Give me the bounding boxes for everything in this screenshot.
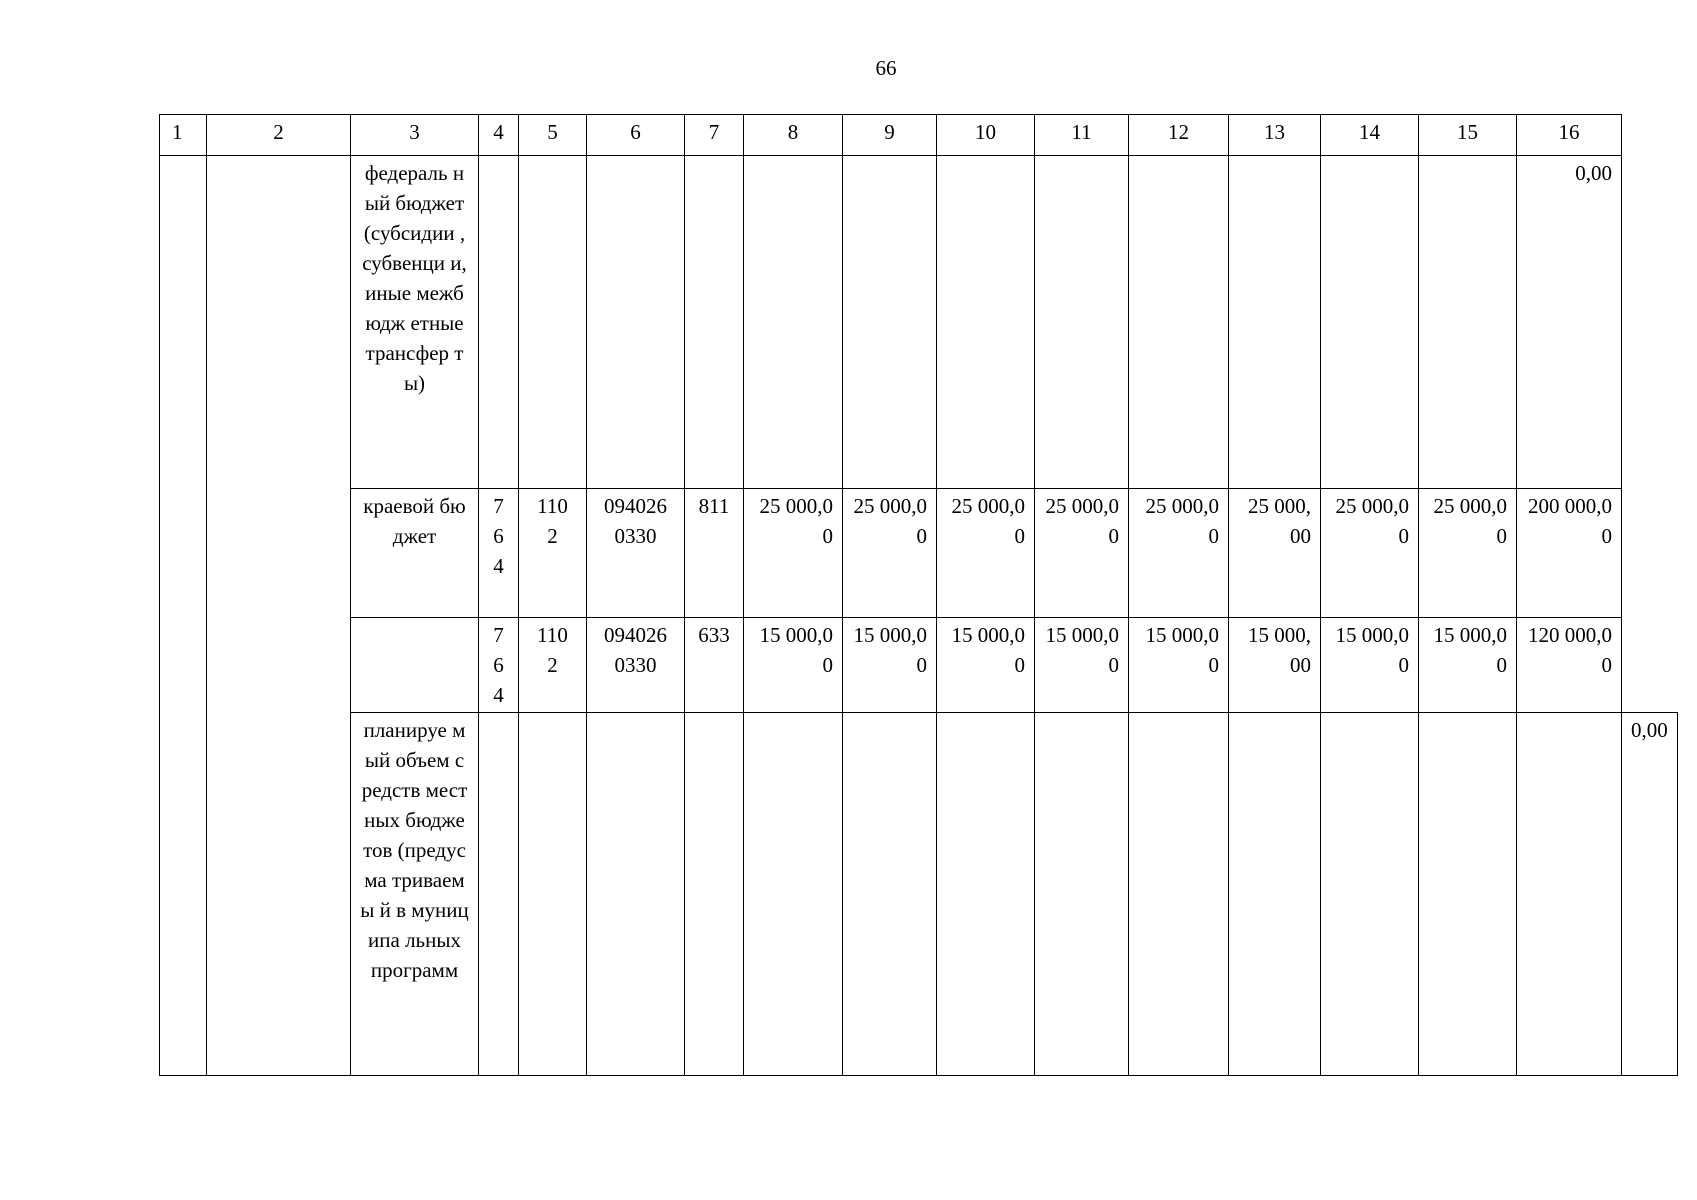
amount-cell: 25 000,00 xyxy=(1229,489,1321,618)
table-cell xyxy=(479,713,519,1076)
amount-cell: 15 000,00 xyxy=(1129,618,1229,713)
header-cell: 12 xyxy=(1129,115,1229,156)
table-row-regional-2 xyxy=(160,618,1678,713)
amount-cell: 25 000,00 xyxy=(1419,489,1517,618)
table-cell xyxy=(1035,713,1129,1076)
table-cell xyxy=(479,156,519,489)
code-cell: 764 xyxy=(479,489,519,618)
table-cell xyxy=(937,156,1035,489)
amount-cell: 15 000,00 xyxy=(744,618,843,713)
header-cell: 14 xyxy=(1321,115,1419,156)
funding-source-cell xyxy=(351,618,479,713)
table-cell xyxy=(1321,713,1419,1076)
total-cell: 200 000,00 xyxy=(1517,489,1622,618)
code-cell: 633 xyxy=(685,618,744,713)
table-cell xyxy=(1229,156,1321,489)
header-cell: 16 xyxy=(1517,115,1622,156)
table-cell xyxy=(843,713,937,1076)
code-cell: 764 xyxy=(479,618,519,713)
total-cell: 120 000,00 xyxy=(1517,618,1622,713)
code-cell: 811 xyxy=(685,489,744,618)
table-cell xyxy=(1229,713,1321,1076)
header-cell: 5 xyxy=(519,115,587,156)
table-cell xyxy=(587,156,685,489)
header-cell: 3 xyxy=(351,115,479,156)
table-cell xyxy=(685,713,744,1076)
amount-cell: 15 000,00 xyxy=(1229,618,1321,713)
amount-cell: 25 000,00 xyxy=(1321,489,1419,618)
header-cell: 2 xyxy=(207,115,351,156)
table-cell xyxy=(1129,156,1229,489)
table-cell xyxy=(843,156,937,489)
total-cell: 0,00 xyxy=(1622,713,1678,1076)
code-cell: 1102 xyxy=(519,489,587,618)
amount-cell: 15 000,00 xyxy=(1419,618,1517,713)
header-cell: 1 xyxy=(160,115,207,156)
table-cell xyxy=(1419,156,1517,489)
amount-cell: 15 000,00 xyxy=(843,618,937,713)
header-cell: 6 xyxy=(587,115,685,156)
funding-source-cell: планируе мый объем средств местных бюджетов (предусма триваемы й в муниципа льных программ xyxy=(351,713,479,1076)
table-row-local xyxy=(160,713,1678,1076)
table-cell xyxy=(744,713,843,1076)
cell-col1-merged xyxy=(160,156,207,1076)
table-row-federal xyxy=(160,156,1678,489)
header-cell: 4 xyxy=(479,115,519,156)
table-cell xyxy=(937,713,1035,1076)
table-cell xyxy=(1321,156,1419,489)
header-row xyxy=(160,115,1678,156)
funding-source-cell: федераль ный бюджет (субсидии , субвенци и, иные межбюдж етные трансфер ты) xyxy=(351,156,479,489)
amount-cell: 15 000,00 xyxy=(1035,618,1129,713)
table-cell xyxy=(1419,713,1517,1076)
table-cell xyxy=(519,713,587,1076)
page-number: 66 xyxy=(875,56,897,80)
budget-table xyxy=(159,114,1678,1076)
table-cell xyxy=(519,156,587,489)
cell-col2-merged xyxy=(207,156,351,1076)
table-cell xyxy=(685,156,744,489)
amount-cell: 25 000,00 xyxy=(937,489,1035,618)
amount-cell: 15 000,00 xyxy=(937,618,1035,713)
header-cell: 11 xyxy=(1035,115,1129,156)
total-cell: 0,00 xyxy=(1517,156,1622,489)
header-cell: 15 xyxy=(1419,115,1517,156)
header-cell: 10 xyxy=(937,115,1035,156)
table-cell xyxy=(1517,713,1622,1076)
funding-source-cell: краевой бюджет xyxy=(351,489,479,618)
table-cell xyxy=(587,713,685,1076)
header-cell: 7 xyxy=(685,115,744,156)
amount-cell: 25 000,00 xyxy=(1035,489,1129,618)
amount-cell: 25 000,00 xyxy=(1129,489,1229,618)
code-cell: 0940260330 xyxy=(587,489,685,618)
code-cell: 0940260330 xyxy=(587,618,685,713)
amount-cell: 15 000,00 xyxy=(1321,618,1419,713)
amount-cell: 25 000,00 xyxy=(744,489,843,618)
header-cell: 13 xyxy=(1229,115,1321,156)
code-cell: 1102 xyxy=(519,618,587,713)
table-cell xyxy=(744,156,843,489)
header-cell: 8 xyxy=(744,115,843,156)
table-row-regional xyxy=(160,489,1678,618)
table-cell xyxy=(1129,713,1229,1076)
table-cell xyxy=(1035,156,1129,489)
header-cell: 9 xyxy=(843,115,937,156)
amount-cell: 25 000,00 xyxy=(843,489,937,618)
